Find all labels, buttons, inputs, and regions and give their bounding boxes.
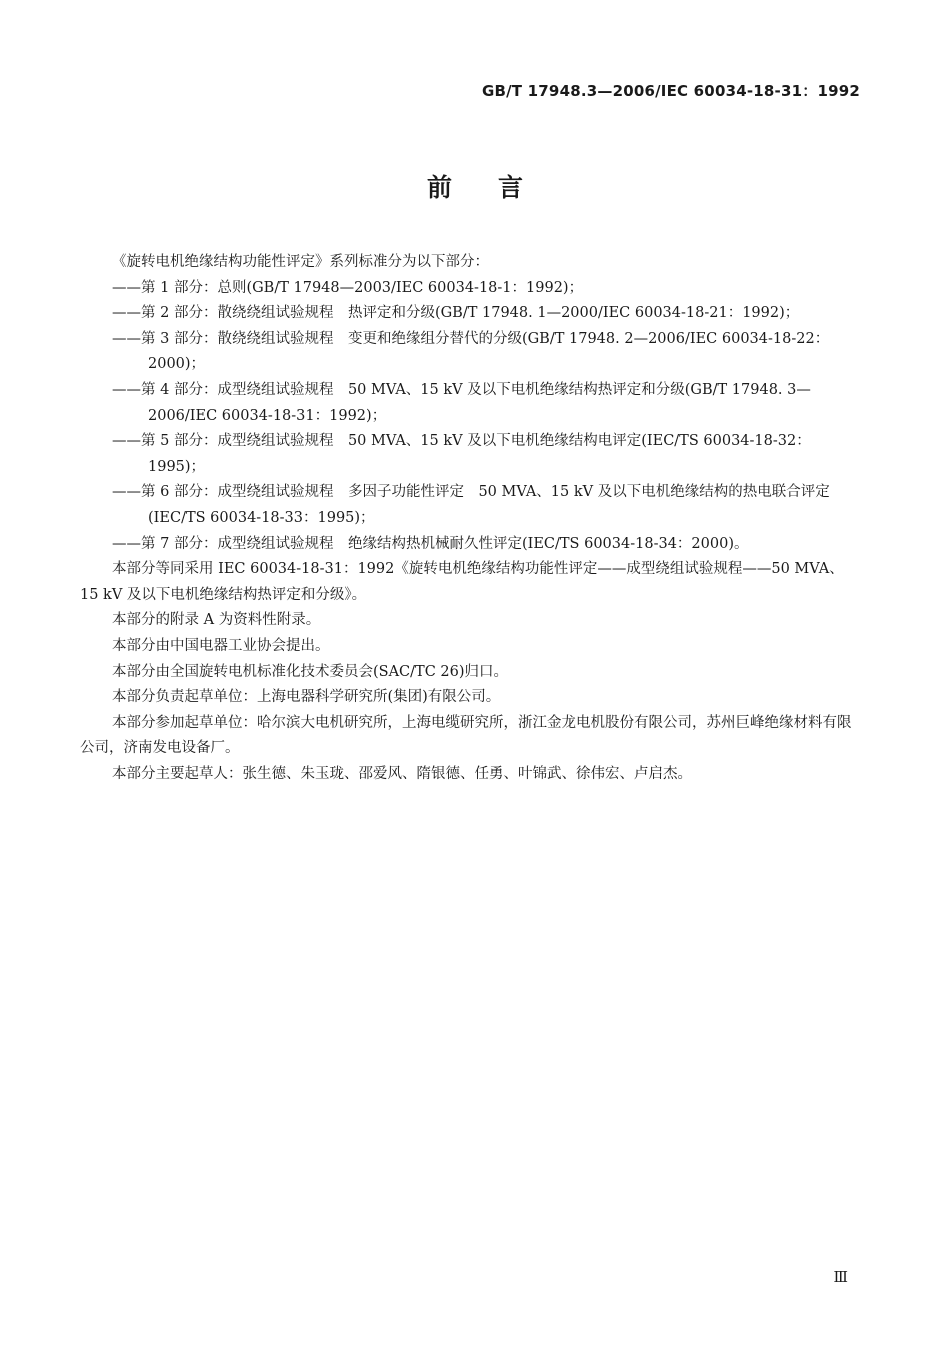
list-item: ——第 6 部分：成型绕组试验规程 多因子功能性评定 50 MVA、15 kV 及以下电机绝缘结构的热电联合评定(IEC/TS 60034-18-33：1995)； <box>112 484 830 526</box>
standard-code-header: GB/T 17948.3—2006/IEC 60034-18-31：1992 <box>481 82 860 100</box>
foreword-body <box>80 250 860 787</box>
paragraph-proposer: 本部分由中国电器工业协会提出。 <box>112 637 330 654</box>
page-title: 前言 <box>426 173 569 202</box>
list-item: ——第 7 部分：成型绕组试验规程 绝缘结构热机械耐久性评定(IEC/TS 60034-18-34：2000)。 <box>112 535 749 552</box>
list-item: ——第 1 部分：总则(GB/T 17948—2003/IEC 60034-18-1：1992)； <box>112 279 584 296</box>
paragraph-annex: 本部分的附录 A 为资料性附录。 <box>112 612 321 629</box>
paragraph-authors: 本部分主要起草人：张生德、朱玉珑、邵爱风、隋银德、任勇、叶锦武、徐伟宏、卢启杰。 <box>112 765 692 782</box>
paragraph-lead-drafter: 本部分负责起草单位：上海电器科学研究所(集团)有限公司。 <box>112 689 501 706</box>
list-item: ——第 3 部分：散绕绕组试验规程 变更和绝缘组分替代的分级(GB/T 17948. 2—2006/IEC 60034-18-22：2000)； <box>112 330 830 373</box>
list-item: ——第 4 部分：成型绕组试验规程 50 MVA、15 kV 及以下电机绝缘结构热评定和分级(GB/T 17948. 3—2006/IEC 60034-18-31：1992)； <box>112 381 811 424</box>
list-item: ——第 5 部分：成型绕组试验规程 50 MVA、15 kV 及以下电机绝缘结构电评定(IEC/TS 60034-18-32：1995)； <box>112 433 811 475</box>
series-intro: 《旋转电机绝缘结构功能性评定》系列标准分为以下部分： <box>112 254 489 270</box>
paragraph-adoption: 本部分等同采用 IEC 60034-18-31：1992《旋转电机绝缘结构功能性评定——成型绕组试验规程——50 MVA、15 kV 及以下电机绝缘结构热评定和分级》。 <box>80 561 844 603</box>
page-number: Ⅲ <box>833 1268 848 1286</box>
paragraph-committee: 本部分由全国旋转电机标准化技术委员会(SAC/TC 26)归口。 <box>112 663 509 680</box>
list-item: ——第 2 部分：散绕绕组试验规程 热评定和分级(GB/T 17948. 1—2000/IEC 60034-18-21：1992)； <box>112 305 800 322</box>
paragraph-participants: 本部分参加起草单位：哈尔滨大电机研究所，上海电缆研究所，浙江金龙电机股份有限公司，苏州巨峰绝缘材料有限公司，济南发电设备厂。 <box>80 714 852 757</box>
